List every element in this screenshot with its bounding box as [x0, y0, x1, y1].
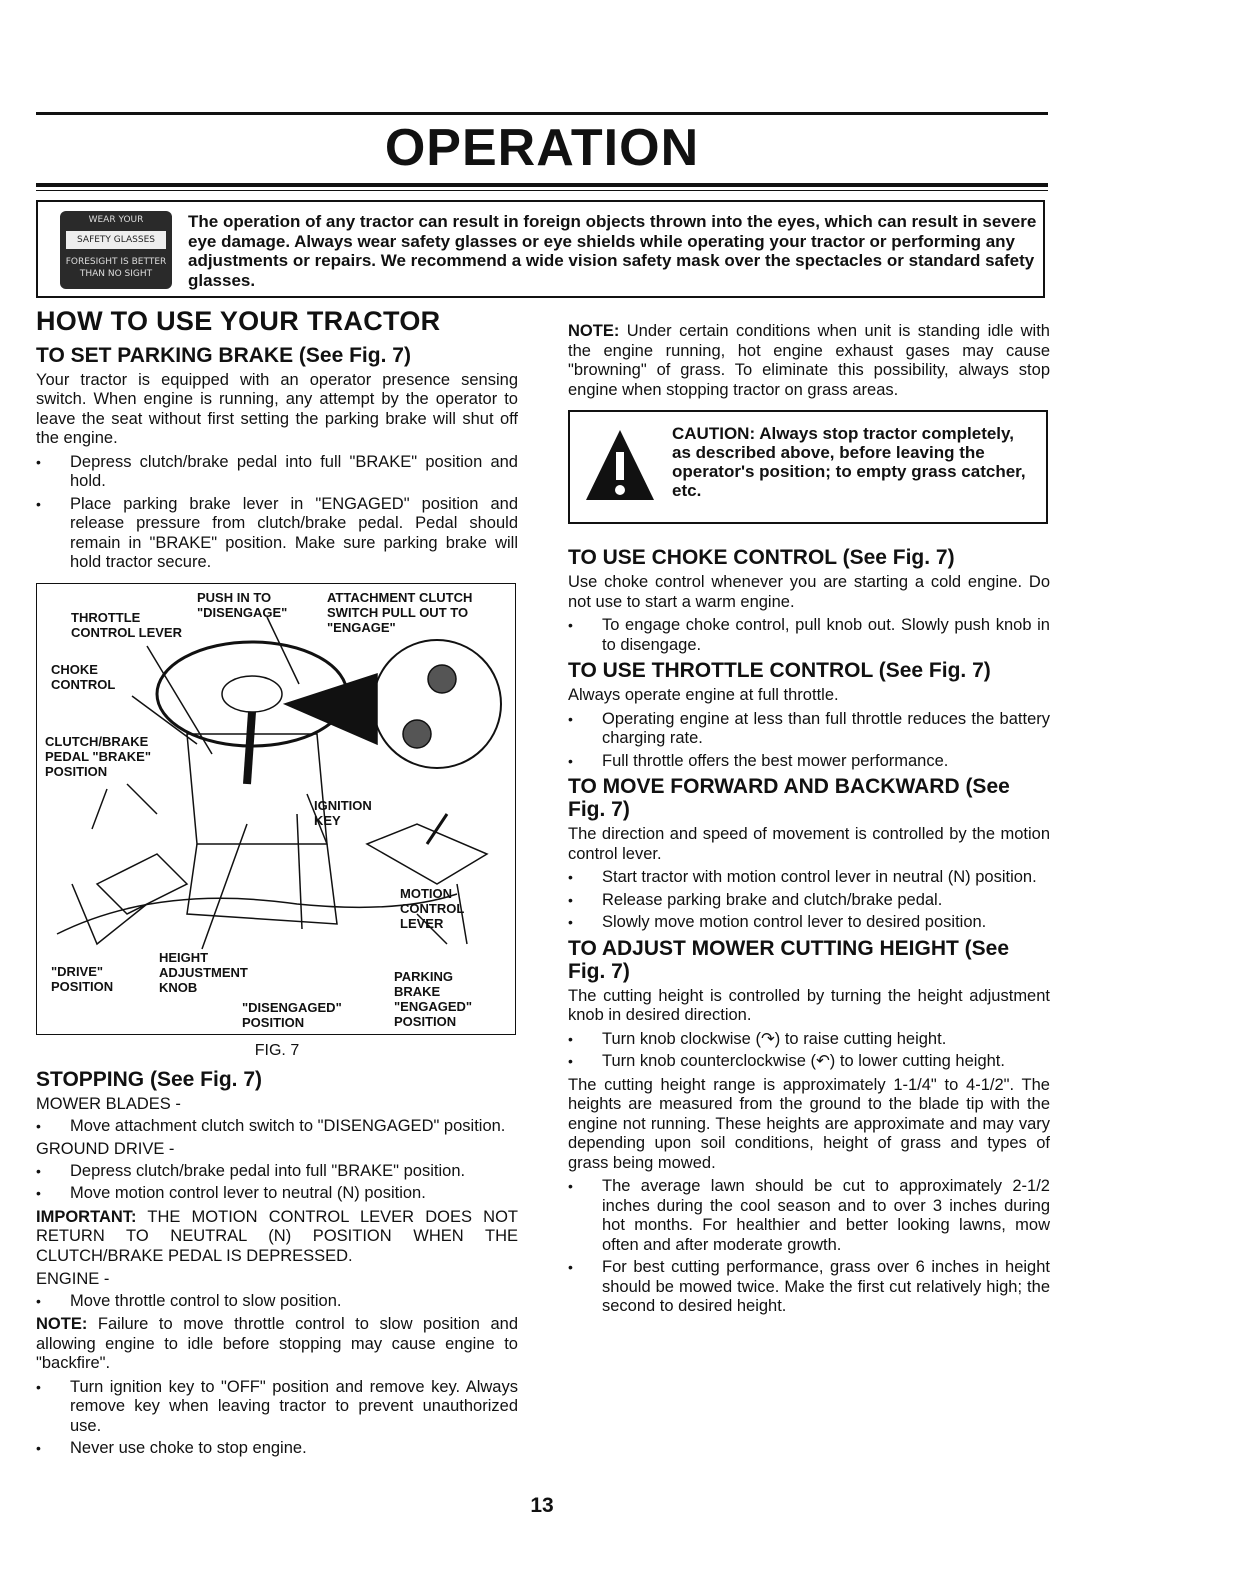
label-push-in: PUSH IN TO "DISENGAGE"	[197, 589, 288, 620]
height-intro: The cutting height is controlled by turning the height adjustment knob in desired direction.	[568, 986, 1050, 1024]
label-height: HEIGHT ADJUSTMENT KNOB	[159, 949, 248, 995]
height-heading: TO ADJUST MOWER CUTTING HEIGHT (See Fig. 7)	[568, 936, 1010, 983]
label-disengaged: "DISENGAGED" POSITION	[242, 999, 342, 1030]
parking-brake-list	[36, 453, 518, 573]
list-item: • Never use choke to stop engine.	[36, 1439, 518, 1459]
figure-7-diagram	[36, 583, 516, 1035]
list-item: • To engage choke control, pull knob out. Slowly push knob in to disengage.	[568, 616, 1050, 655]
height-paragraph: The cutting height range is approximately 1-1/4" to 4-1/2". The heights are measured from the ground to the blade tip with the engine not running. These heights are approximate and may vary depending upon soil conditions, height of grass and types of grass being mowed.	[568, 1075, 1050, 1172]
title-rule-thin	[36, 190, 1048, 191]
list-item: • Depress clutch/brake pedal into full "BRAKE" position.	[36, 1162, 518, 1182]
icon-line-2: SAFETY GLASSES	[66, 231, 166, 249]
move-heading: TO MOVE FORWARD AND BACKWARD (See Fig. 7)	[568, 775, 1010, 821]
warning-triangle-icon	[584, 426, 656, 504]
throttle-intro: Always operate engine at full throttle.	[568, 686, 839, 704]
label-throttle: THROTTLE CONTROL LEVER	[71, 609, 182, 640]
label-ignition: IGNITION KEY	[314, 797, 372, 828]
note-text: Under certain conditions when unit is standing idle with the engine running, hot engine exhaust gases may cause "browning" of grass. To eliminate this possibility, always stop engine when stopping tractor on grass areas.	[568, 322, 1050, 399]
throttle-heading: TO USE THROTTLE CONTROL (See Fig. 7)	[568, 659, 991, 682]
height-list-2	[568, 1177, 1050, 1317]
list-item: • Release parking brake and clutch/brake pedal.	[568, 891, 1050, 911]
move-list	[568, 868, 1050, 933]
list-item: • Depress clutch/brake pedal into full "BRAKE" position and hold.	[36, 453, 518, 492]
label-drive: "DRIVE" POSITION	[51, 963, 114, 994]
label-attachment: ATTACHMENT CLUTCH SWITCH PULL OUT TO "ENGAGE"	[327, 589, 473, 635]
list-item: • The average lawn should be cut to approximately 2-1/2 inches during the cool season and to over 3 inches during hot months. For healthier and better looking lawns, mow often and after moderate growth.	[568, 1177, 1050, 1255]
list-item: • Move motion control lever to neutral (N) position.	[36, 1184, 518, 1204]
left-column	[36, 306, 518, 1463]
parking-brake-heading: TO SET PARKING BRAKE (See Fig. 7)	[36, 343, 411, 367]
caution-text: CAUTION: Always stop tractor completely, as described above, before leaving the operator's position; to empty grass catcher, etc.	[672, 424, 1026, 500]
icon-line-4: THAN NO SIGHT	[79, 269, 153, 279]
page-title: OPERATION	[384, 119, 700, 177]
stopping-heading: STOPPING (See Fig. 7)	[36, 1068, 262, 1091]
important-text: THE MOTION CONTROL LEVER DOES NOT RETURN TO NEUTRAL (N) POSITION WHEN THE CLUTCH/BRAKE PEDAL IS DEPRESSED.	[36, 1207, 518, 1265]
page-number: 13	[530, 1494, 554, 1517]
top-rule	[36, 112, 1048, 115]
safety-glasses-icon	[60, 211, 172, 289]
list-item: • Full throttle offers the best mower performance.	[568, 752, 1050, 772]
list-item: • Turn knob clockwise (↷) to raise cutting height.	[568, 1030, 1050, 1050]
exhaust-note	[568, 322, 1050, 400]
ground-drive-label: GROUND DRIVE -	[36, 1140, 175, 1158]
safety-warning-text: The operation of any tractor can result in foreign objects thrown into the eyes, which can result in severe eye damage. Always wear safety glasses or eye shields while operating your tractor or performing any adjustments or repairs. We recommend a wide vision safety mask over the spectacles or standard safety glasses.	[188, 212, 1037, 290]
icon-line-3: FORESIGHT IS BETTER	[65, 257, 167, 267]
throttle-list	[568, 710, 1050, 772]
right-column	[568, 322, 1050, 1321]
mower-blades-label: MOWER BLADES -	[36, 1095, 181, 1113]
list-item: • For best cutting performance, grass over 6 inches in height should be mowed twice. Make the first cut relatively high; the second to desired height.	[568, 1258, 1050, 1317]
list-item: • Turn knob counterclockwise (↶) to lower cutting height.	[568, 1052, 1050, 1072]
choke-list	[568, 616, 1050, 655]
list-item: • Move attachment clutch switch to "DISENGAGED" position.	[36, 1117, 518, 1137]
section-title: HOW TO USE YOUR TRACTOR	[36, 306, 441, 336]
parking-brake-intro: Your tractor is equipped with an operator presence sensing switch. When engine is running, any attempt by the operator to leave the seat without first setting the parking brake will shut off the engine.	[36, 370, 518, 447]
note-text: Failure to move throttle control to slow position and allowing engine to idle before stopping may cause engine to "backfire".	[36, 1315, 518, 1372]
backfire-note	[36, 1315, 518, 1374]
mower-blades-list	[36, 1117, 518, 1137]
note-label: NOTE:	[36, 1315, 88, 1333]
list-item: • Operating engine at less than full throttle reduces the battery charging rate.	[568, 710, 1050, 749]
move-intro: The direction and speed of movement is controlled by the motion control lever.	[568, 825, 1050, 863]
safety-warning-box	[36, 200, 1045, 298]
list-item: • Move throttle control to slow position.	[36, 1292, 518, 1312]
important-note	[36, 1208, 518, 1267]
icon-line-1: WEAR YOUR	[88, 215, 144, 225]
final-list	[36, 1378, 518, 1459]
engine-label: ENGINE -	[36, 1270, 110, 1288]
figure-caption: FIG. 7	[254, 1041, 300, 1059]
choke-heading: TO USE CHOKE CONTROL (See Fig. 7)	[568, 546, 955, 569]
height-list	[568, 1030, 1050, 1072]
list-item: • Place parking brake lever in "ENGAGED" position and release pressure from clutch/brake pedal. Pedal should remain in "BRAKE" position. Make sure parking brake will hold tractor secure.	[36, 495, 518, 573]
list-item: • Turn ignition key to "OFF" position and remove key. Always remove key when leaving tractor to prevent unauthorized use.	[36, 1378, 518, 1437]
label-clutch-brake: CLUTCH/BRAKE PEDAL "BRAKE" POSITION	[45, 733, 151, 779]
title-rule	[36, 183, 1048, 187]
ground-drive-list	[36, 1162, 518, 1204]
caution-box	[568, 410, 1048, 524]
label-parking: PARKING BRAKE "ENGAGED" POSITION	[394, 968, 473, 1029]
engine-list	[36, 1292, 518, 1312]
choke-intro: Use choke control whenever you are starting a cold engine. Do not use to start a warm engine.	[568, 573, 1050, 611]
note-label: NOTE:	[568, 322, 620, 340]
label-motion: MOTION CONTROL LEVER	[400, 885, 465, 931]
list-item: • Start tractor with motion control lever in neutral (N) position.	[568, 868, 1050, 888]
label-choke: CHOKE CONTROL	[51, 661, 116, 692]
list-item: • Slowly move motion control lever to desired position.	[568, 913, 1050, 933]
important-label: IMPORTANT:	[36, 1207, 137, 1226]
